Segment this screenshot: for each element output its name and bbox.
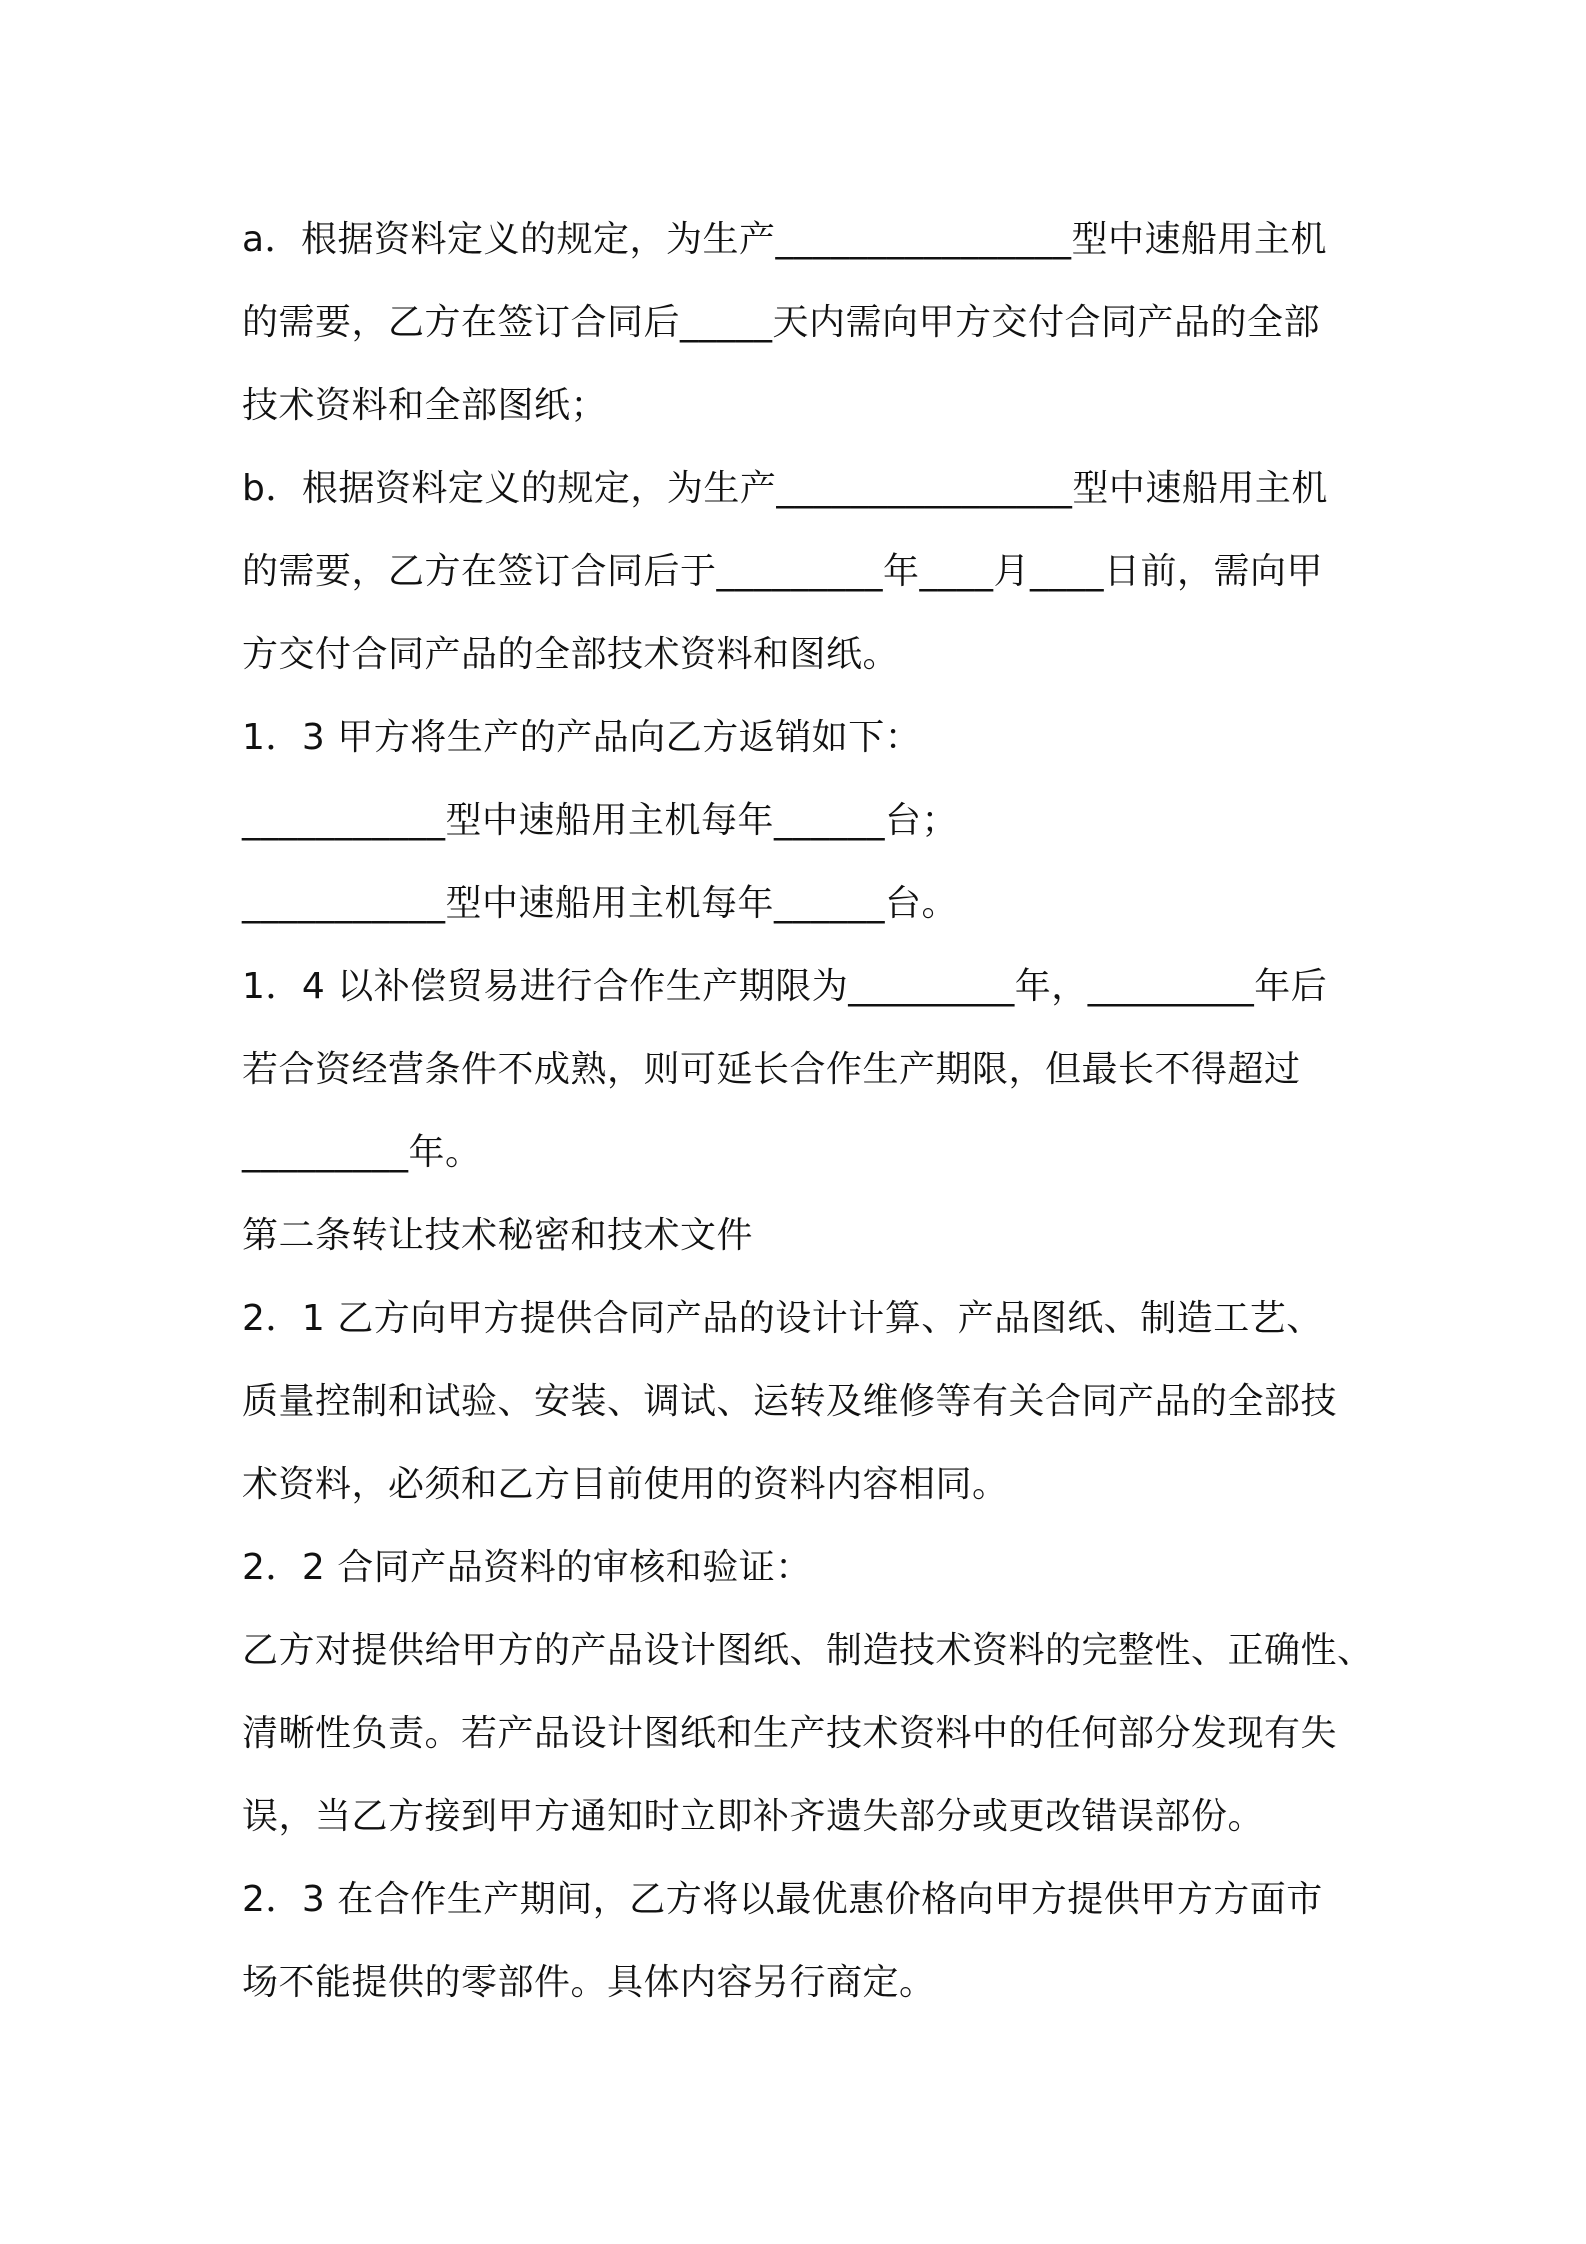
text-line-21: 2．3 在合作生产期间，乙方将以最优惠价格向甲方提供甲方方面市 — [242, 1879, 1323, 1920]
text-line-8: ___________型中速船用主机每年______台； — [242, 800, 959, 841]
text-line-22: 场不能提供的零部件。具体内容另行商定。 — [242, 1962, 936, 2003]
text-line-10: 1．4 以补偿贸易进行合作生产期限为_________年，_________年后 — [242, 966, 1328, 1007]
text-line-12: _________年。 — [242, 1132, 482, 1173]
text-line-4: b．根据资料定义的规定，为生产________________型中速船用主机 — [242, 468, 1328, 509]
text-line-9: ___________型中速船用主机每年______台。 — [242, 883, 959, 924]
text-line-5: 的需要，乙方在签订合同后于_________年____月____日前，需向甲 — [242, 551, 1324, 592]
text-line-3: 技术资料和全部图纸； — [242, 385, 608, 426]
text-line-18: 乙方对提供给甲方的产品设计图纸、制造技术资料的完整性、正确性、 — [242, 1630, 1374, 1671]
text-line-16: 术资料，必须和乙方目前使用的资料内容相同。 — [242, 1464, 1009, 1505]
text-line-6: 方交付合同产品的全部技术资料和图纸。 — [242, 634, 900, 675]
section-heading: 第二条转让技术秘密和技术文件 — [242, 1215, 754, 1256]
text-line-20: 误，当乙方接到甲方通知时立即补齐遗失部分或更改错误部份。 — [242, 1796, 1265, 1837]
text-line-14: 2．1 乙方向甲方提供合同产品的设计计算、产品图纸、制造工艺、 — [242, 1298, 1323, 1339]
text-line-11: 若合资经营条件不成熟，则可延长合作生产期限，但最长不得超过 — [242, 1049, 1301, 1090]
text-line-17: 2．2 合同产品资料的审核和验证： — [242, 1547, 812, 1588]
document-body — [242, 198, 1374, 2024]
text-line-19: 清晰性负责。若产品设计图纸和生产技术资料中的任何部分发现有失 — [242, 1713, 1338, 1754]
text-line-15: 质量控制和试验、安装、调试、运转及维修等有关合同产品的全部技 — [242, 1381, 1338, 1422]
text-line-7: 1．3 甲方将生产的产品向乙方返销如下： — [242, 717, 922, 758]
text-line-1: a．根据资料定义的规定，为生产________________型中速船用主机 — [242, 219, 1328, 260]
text-line-2: 的需要，乙方在签订合同后_____天内需向甲方交付合同产品的全部 — [242, 302, 1321, 343]
